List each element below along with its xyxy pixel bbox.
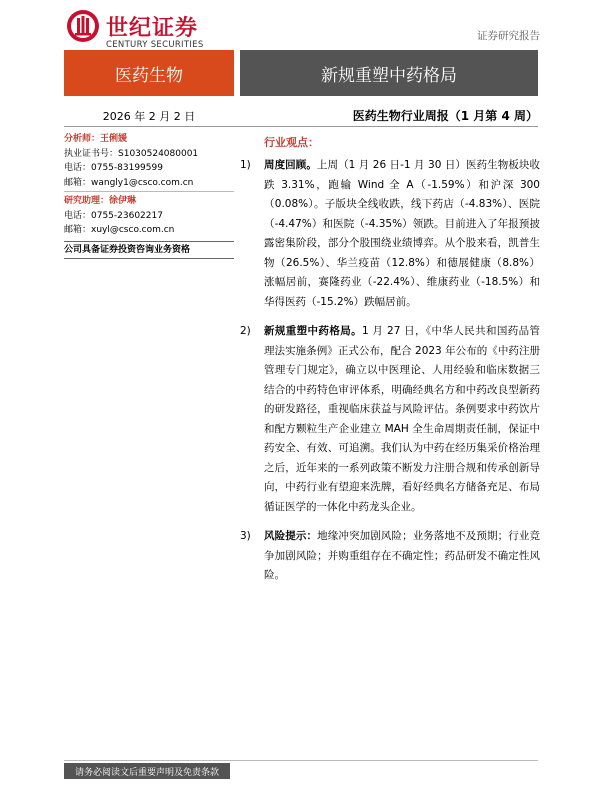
view-item-heading: 周度回顾。 — [264, 159, 317, 171]
assistant-role: 研究助理： — [64, 196, 110, 206]
company-logo — [66, 9, 236, 51]
view-item-heading: 风险提示： — [264, 530, 318, 542]
industry-views — [240, 134, 540, 596]
view-item-body: 上周（1 月 26 日-1 月 30 日）医药生物板块收跌 3.31%，跑输 Wind 全 A（-1.59%）和沪深 300（0.08%）。子版块全线收跌，线下药店（-4.83%）、医院（-4.47%）和医院（-4.35%）领跌。目前进入了年报预披露密集阶段，部分个股围绕业绩博弈。从个股来看，凯普生物（26.5%）、华兰疫苗（12.8%）和德展健康（8.8%）涨幅居前，赛隆药业（-22.4%）、维康药业（-18.5%）和华得医药（-15.2%）跌幅居前。 — [264, 159, 540, 308]
footer-divider — [64, 760, 538, 761]
assistant-name: 徐伊琳 — [109, 196, 137, 206]
sector-banner: 医药生物 — [64, 50, 234, 96]
report-type: 证券研究报告 — [477, 30, 540, 42]
view-item-number: 2) — [240, 325, 251, 337]
disclaimer-footer: 请务必阅读文后重要声明及免责条款 — [64, 763, 230, 779]
header-divider — [64, 126, 538, 127]
view-item — [240, 322, 540, 517]
views-title: 行业观点： — [264, 136, 319, 149]
assistant-line — [64, 194, 234, 209]
brand-name-en: CENTURY SECURITIES — [106, 40, 204, 50]
analyst-info — [64, 132, 234, 259]
view-item-body: 1 月 27 日，《中华人民共和国药品管理法实施条例》正式公布，配合 2023 年公布的《中药注册管理专门规定》，确立以中医理论、人用经验和临床数据三结合的中药特色审评体系，明确经典名方和中药改良型新药的研发路径，重视临床获益与风险评估。条例要求中药饮片和配方颗粒生产企业建立 MAH 全生命周期责任制，保证中药安全、有效、可追溯。我们认为中药在经历集采价格治理之后，近年来的一系列政策不断发力注册合规和传承创新导向，中药行业有望迎来洗牌，看好经典名方储备充足、布局循证医学的一体化中药龙头企业。 — [264, 325, 541, 513]
view-item-number: 1) — [240, 159, 251, 171]
report-date: 2026 年 2 月 2 日 — [102, 110, 196, 123]
analyst-cert: 执业证书号：S1030524080001 — [64, 148, 199, 159]
view-item — [240, 527, 540, 586]
century-securities-logo-icon — [66, 9, 100, 43]
view-item-body: 地缘冲突加剧风险；业务落地不及预期；行业竞争加剧风险；并购重组存在不确定性；药品研发不确定性风险。 — [264, 530, 541, 581]
assistant-phone: 电话：0755-23602217 — [64, 210, 163, 221]
brand-name-cn: 世纪证券 — [106, 15, 199, 41]
analyst-line — [64, 132, 234, 147]
analyst-name: 王俐媛 — [100, 134, 128, 144]
assistant-email: 邮箱：xuyl@csco.com.cn — [64, 225, 175, 235]
report-title-banner: 新规重塑中药格局 — [240, 50, 538, 96]
report-subtitle: 医药生物行业周报（1 月第 4 周） — [352, 109, 538, 123]
view-item-heading: 新规重塑中药格局。 — [264, 325, 362, 337]
analyst-email: 邮箱：wangly1@csco.com.cn — [64, 177, 194, 188]
analyst-phone: 电话：0755-83199599 — [64, 163, 163, 173]
view-item-number: 3) — [240, 530, 251, 542]
view-item — [240, 156, 540, 312]
analyst-divider — [64, 191, 234, 192]
qualification-note: 公司具备证券投资咨询业务资格 — [64, 241, 234, 260]
analyst-role: 分析师： — [64, 134, 101, 144]
